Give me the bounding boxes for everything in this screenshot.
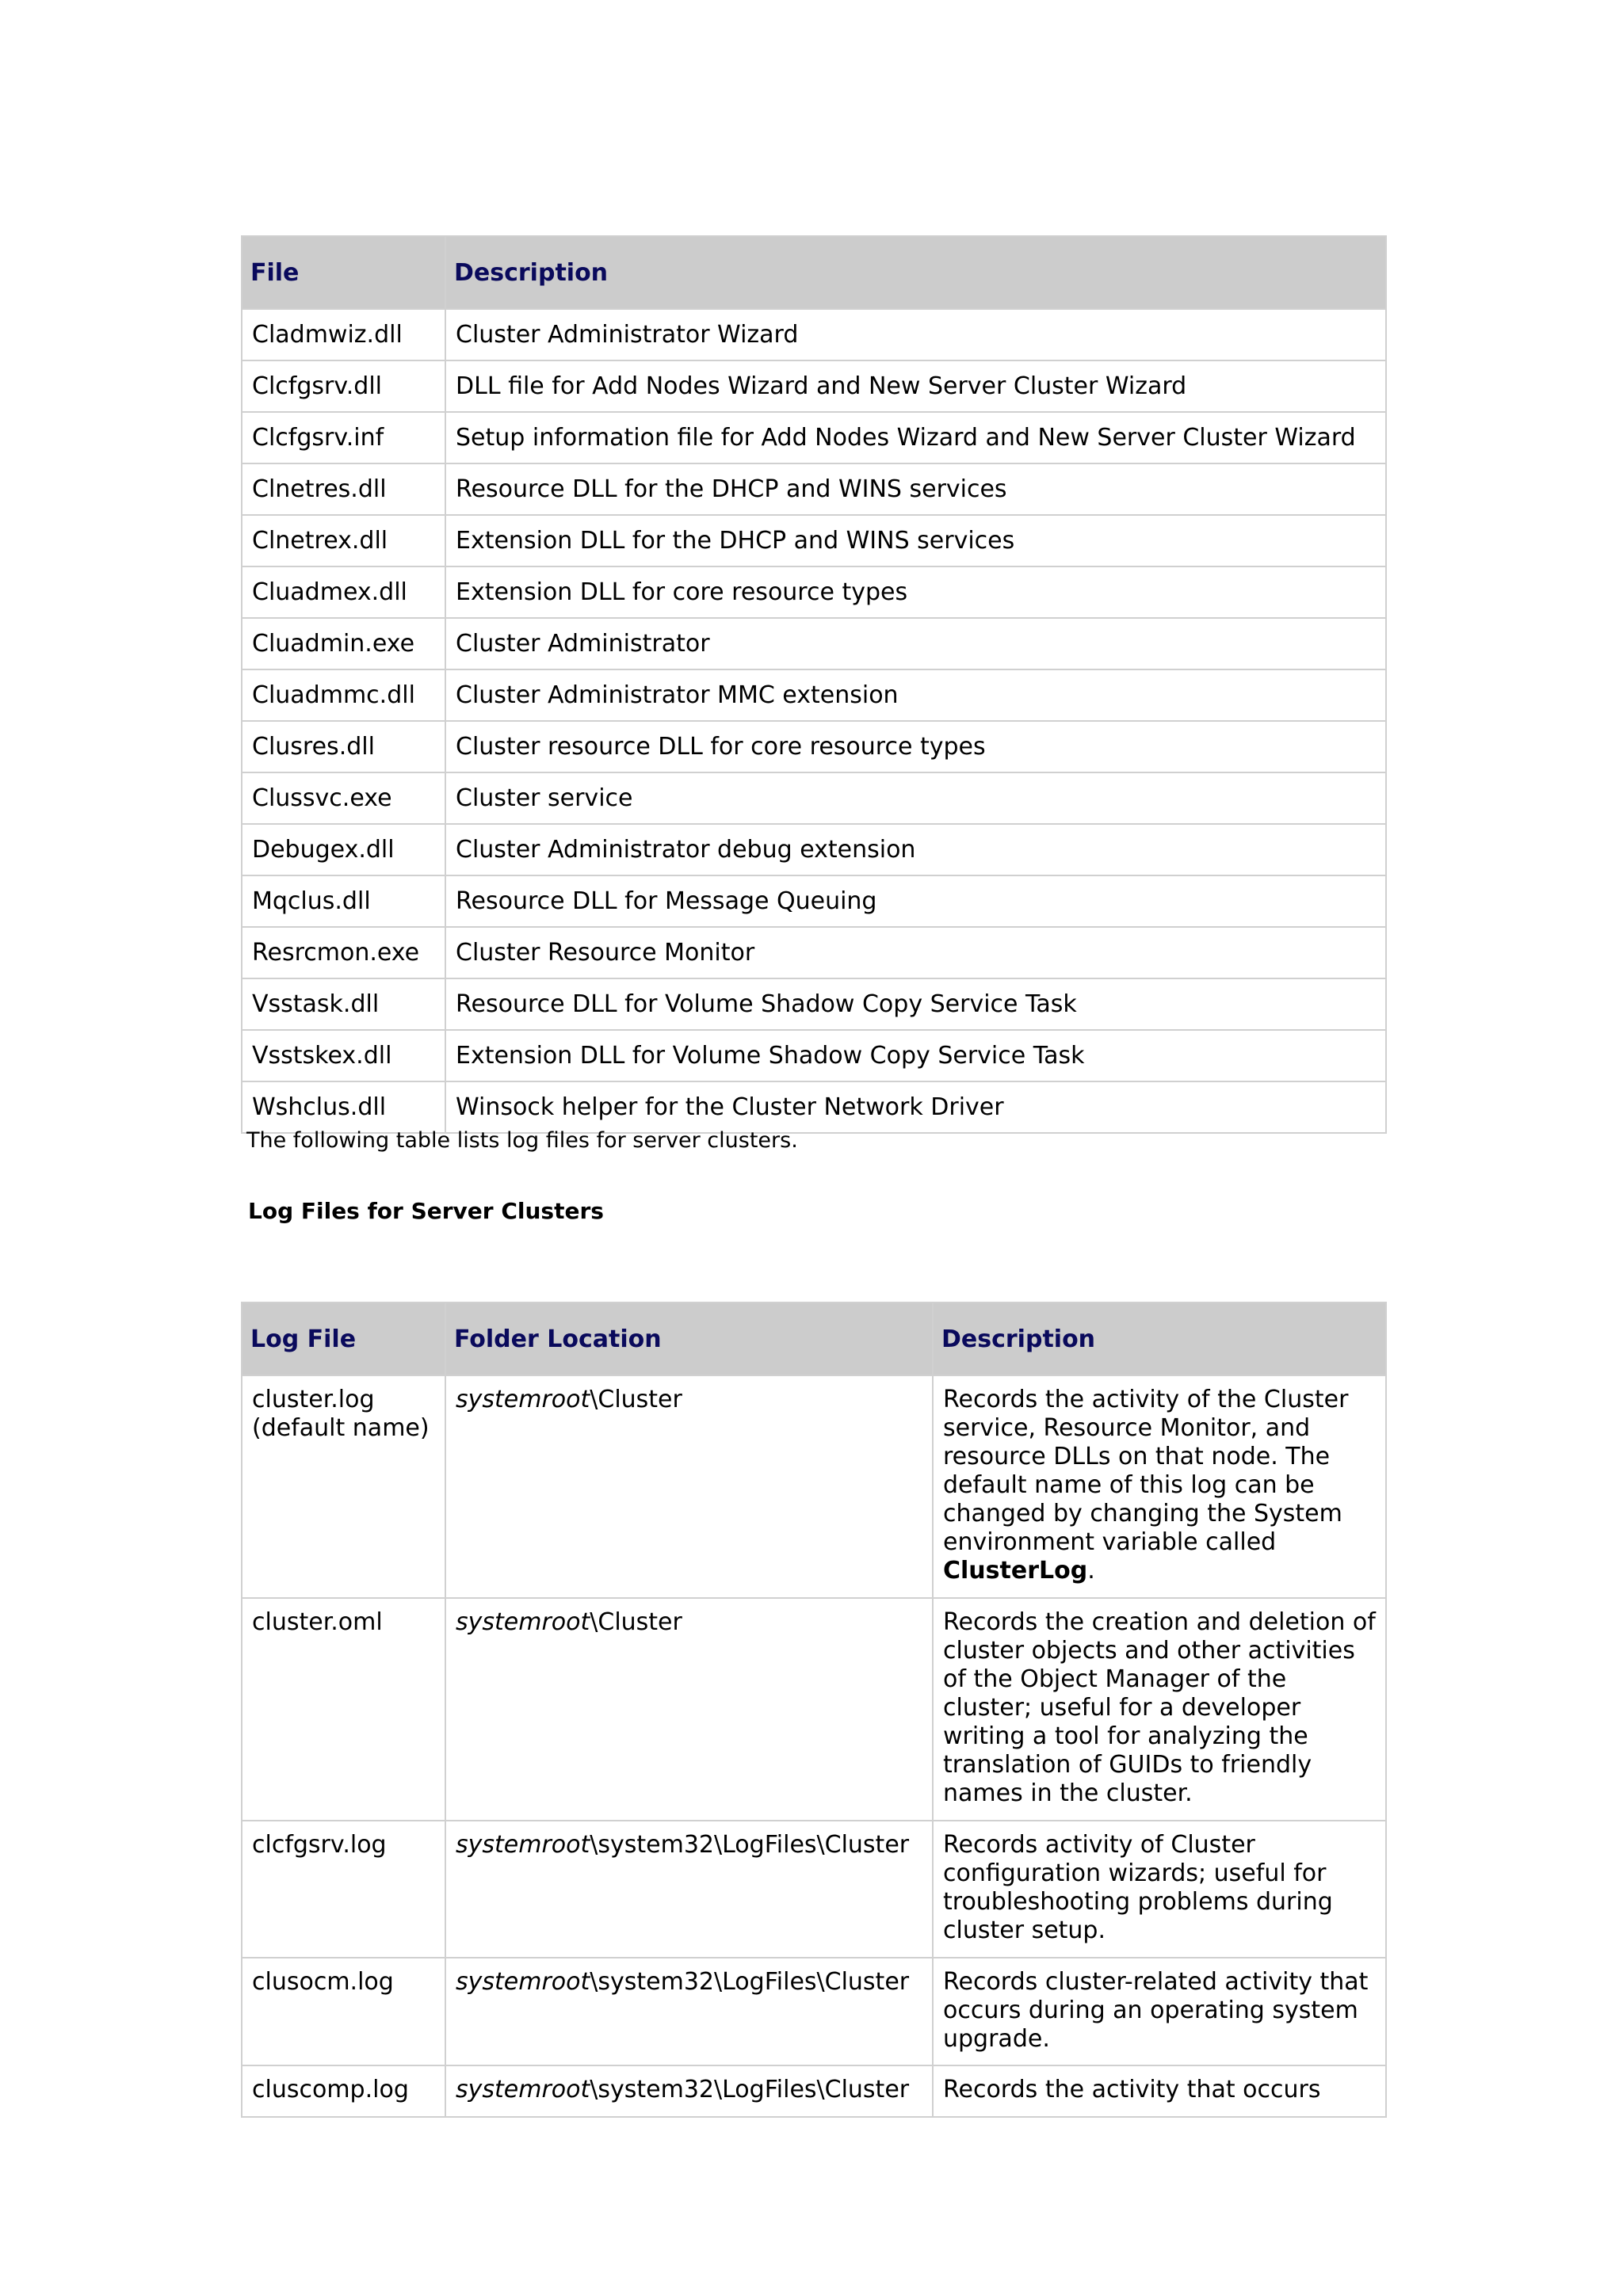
file-description-cell: Extension DLL for Volume Shadow Copy Service Task	[445, 1030, 1386, 1081]
log-description-cell: Records the activity that occurs	[933, 2065, 1386, 2117]
folder-root: systemroot	[456, 2076, 590, 2103]
file-name-cell: Cluadmin.exe	[242, 618, 445, 669]
file-description-cell: Extension DLL for core resource types	[445, 566, 1386, 618]
folder-path: \system32\LogFiles\Cluster	[590, 1968, 910, 1996]
folder-root: systemroot	[456, 1831, 590, 1859]
folder-location-cell	[445, 1958, 933, 2065]
table-row	[242, 412, 1386, 463]
file-description-cell: Winsock helper for the Cluster Network Driver	[445, 1081, 1386, 1133]
folder-path: \Cluster	[590, 1608, 682, 1636]
file-table-header-row	[242, 236, 1386, 309]
file-description-cell: DLL file for Add Nodes Wizard and New Server Cluster Wizard	[445, 360, 1386, 412]
table-row	[242, 978, 1386, 1030]
log-file-cell: cluster.log (default name)	[242, 1375, 445, 1598]
table-row	[242, 360, 1386, 412]
log-file-cell: cluster.oml	[242, 1598, 445, 1821]
table-row	[242, 1598, 1386, 1821]
log-description-cell: Records the creation and deletion of cluster objects and other activities of the Object Manager of the cluster; useful for a developer writing a tool for analyzing the translation of GUIDs to friendly names in the cluster.	[933, 1598, 1386, 1821]
log-file-cell: cluscomp.log	[242, 2065, 445, 2117]
folder-root: systemroot	[456, 1386, 590, 1413]
file-description-cell: Cluster Administrator	[445, 618, 1386, 669]
file-name-cell: Vsstask.dll	[242, 978, 445, 1030]
log-file-cell: clcfgsrv.log	[242, 1821, 445, 1958]
table-row	[242, 566, 1386, 618]
table-row	[242, 2065, 1386, 2117]
table-row	[242, 1375, 1386, 1598]
file-description-cell: Cluster resource DLL for core resource types	[445, 721, 1386, 772]
description-end: .	[1087, 1557, 1095, 1585]
file-description-cell: Cluster Administrator MMC extension	[445, 669, 1386, 721]
table-row	[242, 1081, 1386, 1133]
file-description-cell: Cluster service	[445, 772, 1386, 824]
folder-location-cell	[445, 1598, 933, 1821]
table-row	[242, 772, 1386, 824]
file-name-cell: Cluadmex.dll	[242, 566, 445, 618]
file-name-cell: Clcfgsrv.dll	[242, 360, 445, 412]
file-description-cell: Cluster Resource Monitor	[445, 927, 1386, 978]
file-name-cell: Clcfgsrv.inf	[242, 412, 445, 463]
log-description-cell	[933, 1375, 1386, 1598]
file-description-cell: Resource DLL for the DHCP and WINS services	[445, 463, 1386, 515]
file-name-cell: Clusres.dll	[242, 721, 445, 772]
table-row	[242, 927, 1386, 978]
column-header-description: Description	[933, 1302, 1386, 1375]
folder-location-cell	[445, 1375, 933, 1598]
log-file-cell: clusocm.log	[242, 1958, 445, 2065]
table-row	[242, 1030, 1386, 1081]
column-header-file: File	[242, 236, 445, 309]
section-heading: Log Files for Server Clusters	[248, 1198, 604, 1224]
log-table-header-row	[242, 1302, 1386, 1375]
column-header-description: Description	[445, 236, 1386, 309]
file-name-cell: Cladmwiz.dll	[242, 309, 445, 360]
file-name-cell: Wshclus.dll	[242, 1081, 445, 1133]
table-row	[242, 1958, 1386, 2065]
file-name-cell: Clnetres.dll	[242, 463, 445, 515]
table-row	[242, 721, 1386, 772]
table-row	[242, 1821, 1386, 1958]
table-row	[242, 515, 1386, 566]
column-header-folder-location: Folder Location	[445, 1302, 933, 1375]
table-row	[242, 824, 1386, 875]
table-row	[242, 618, 1386, 669]
file-name-cell: Clnetrex.dll	[242, 515, 445, 566]
file-description-cell: Extension DLL for the DHCP and WINS services	[445, 515, 1386, 566]
table-row	[242, 309, 1386, 360]
file-name-cell: Clussvc.exe	[242, 772, 445, 824]
file-description-cell: Resource DLL for Volume Shadow Copy Service Task	[445, 978, 1386, 1030]
folder-location-cell	[445, 1821, 933, 1958]
intro-text: The following table lists log files for server clusters.	[246, 1128, 798, 1153]
folder-path: \Cluster	[590, 1386, 682, 1413]
file-name-cell: Cluadmmc.dll	[242, 669, 445, 721]
file-name-cell: Resrcmon.exe	[242, 927, 445, 978]
file-description-cell: Setup information file for Add Nodes Wizard and New Server Cluster Wizard	[445, 412, 1386, 463]
folder-path: \system32\LogFiles\Cluster	[590, 2076, 910, 2103]
folder-location-cell	[445, 2065, 933, 2117]
log-file-table	[241, 1302, 1387, 2118]
log-description-cell: Records activity of Cluster configuration wizards; useful for troubleshooting problems during cluster setup.	[933, 1821, 1386, 1958]
folder-root: systemroot	[456, 1608, 590, 1636]
description-bold: ClusterLog	[943, 1557, 1088, 1585]
file-name-cell: Debugex.dll	[242, 824, 445, 875]
column-header-log-file: Log File	[242, 1302, 445, 1375]
file-table	[241, 235, 1387, 1134]
table-row	[242, 463, 1386, 515]
file-description-cell: Cluster Administrator Wizard	[445, 309, 1386, 360]
file-description-cell: Cluster Administrator debug extension	[445, 824, 1386, 875]
table-row	[242, 669, 1386, 721]
description-text: Records the activity of the Cluster service, Resource Monitor, and resource DLLs on that node. The default name of this log can be changed by changing the System environment variable called	[943, 1386, 1349, 1556]
log-description-cell: Records cluster-related activity that occurs during an operating system upgrade.	[933, 1958, 1386, 2065]
folder-root: systemroot	[456, 1968, 590, 1996]
table-row	[242, 875, 1386, 927]
folder-path: \system32\LogFiles\Cluster	[590, 1831, 910, 1859]
file-name-cell: Vsstskex.dll	[242, 1030, 445, 1081]
file-description-cell: Resource DLL for Message Queuing	[445, 875, 1386, 927]
file-name-cell: Mqclus.dll	[242, 875, 445, 927]
